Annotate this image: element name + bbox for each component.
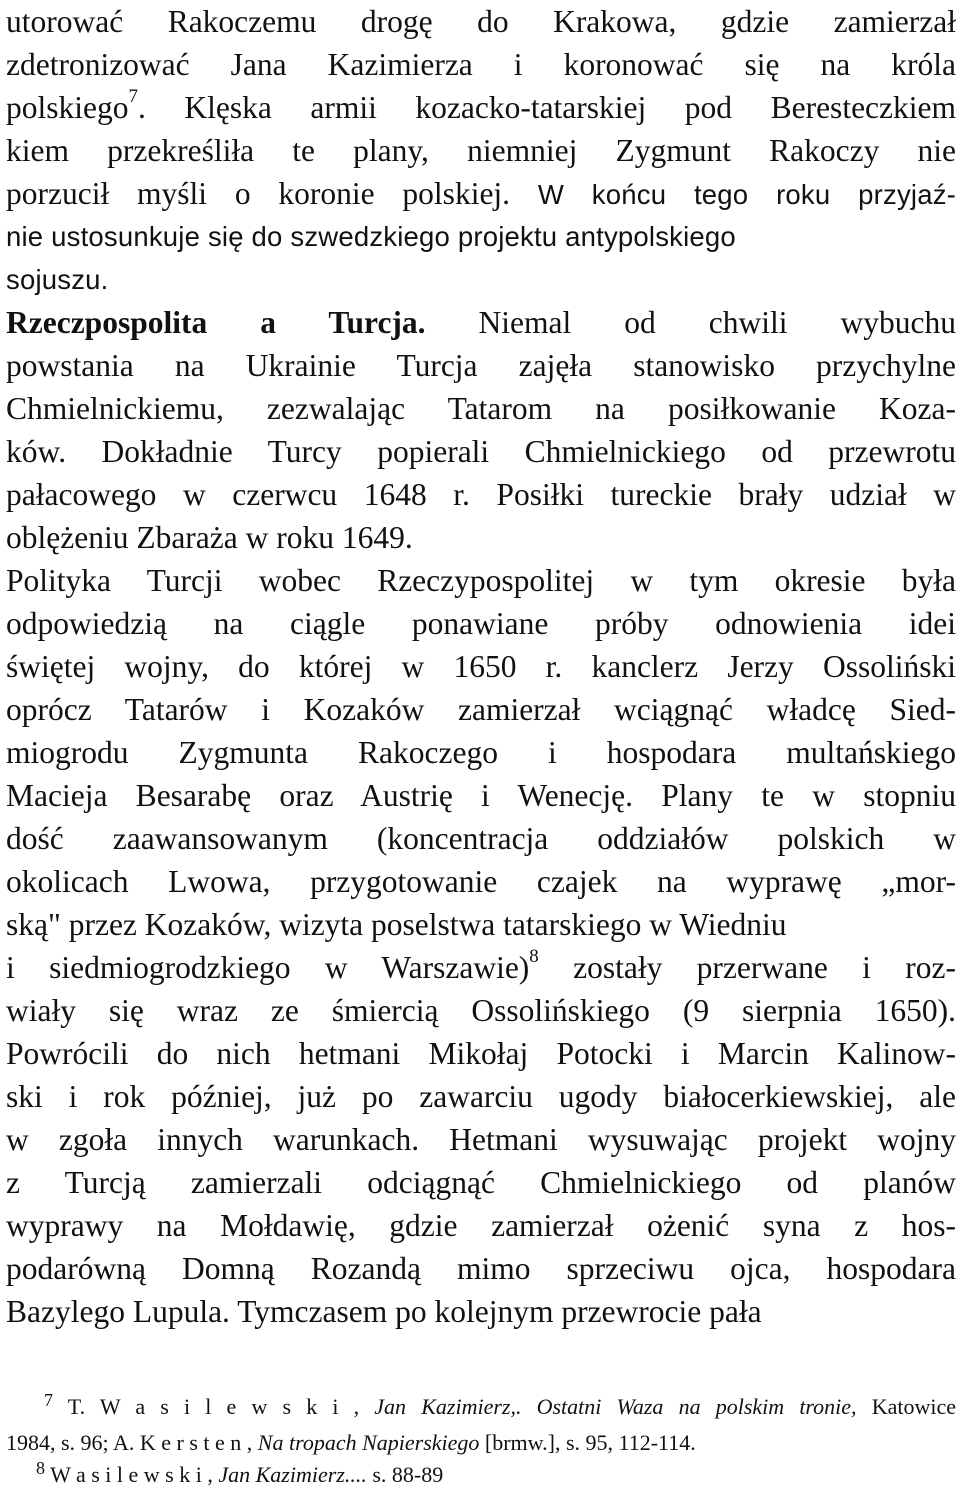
text-line: ską" przez Kozaków, wizyta poselstwa tatarskiego w Wiedniu	[6, 907, 787, 942]
footnote-author: T. W a s i l e w s k i ,	[67, 1394, 360, 1419]
text-line: Powrócili do nich hetmani Mikołaj Potocki i Marcin Kalinow-	[6, 1036, 956, 1071]
text-line: świętej wojny, do której w 1650 r. kanclerz Jerzy Ossoliński	[6, 649, 956, 684]
text-fragment: zostały przerwane i roz-	[538, 950, 956, 985]
footnote-8	[6, 1458, 960, 1492]
text-line: w zgoła innych warunkach. Hetmani wysuwając projekt wojny	[6, 1122, 956, 1157]
text-fragment: i siedmiogrodzkiego w Warszawie)	[6, 950, 530, 985]
text-fragment: porzucił myśli o koronie polskiej.	[6, 176, 538, 211]
text-line: podarówną Domną Rozandą mimo sprzeciwu ojca, hospodara	[6, 1251, 956, 1286]
footnote-7	[6, 1390, 956, 1424]
text-fragment: polskiego	[6, 90, 129, 125]
footnote-number: 7	[44, 1389, 53, 1410]
section-heading: Rzeczpospolita a Turcja.	[6, 305, 426, 340]
text-line: Macieja Besarabę oraz Austrię i Wenecję. Plany te w stopniu	[6, 778, 956, 813]
footnote-title: Na tropach Napierskiego	[257, 1430, 480, 1455]
text-line: okolicach Lwowa, przygotowanie czajek na wyprawę „mor-	[6, 864, 956, 899]
footnote-ref-8: 8	[529, 945, 539, 967]
text-line: ków. Dokładnie Turcy popierali Chmielnickiego od przewrotu	[6, 434, 956, 469]
text-line	[6, 301, 956, 345]
text-line: wiały się wraz ze śmiercią Ossolińskiego (9 sierpnia 1650).	[6, 993, 956, 1028]
text-line	[6, 86, 956, 130]
text-line: zdetronizować Jana Kazimierza i koronować się na króla	[6, 47, 956, 82]
text-line: pałacowego w czerwcu 1648 r. Posiłki tureckie brały udział w	[6, 477, 956, 512]
text-line: Bazylego Lupula. Tymczasem po kolejnym przewrocie pała	[6, 1294, 762, 1329]
footnote-title: Jan Kazimierz,. Ostatni Waza na polskim tronie,	[374, 1394, 857, 1419]
text-line: ski i rok później, już po zawarciu ugody białocerkiewskiej, ale	[6, 1079, 956, 1114]
text-line: utorować Rakoczemu drogę do Krakowa, gdzie zamierzał	[6, 4, 956, 39]
text-fragment: . Klęska armii kozacko-tatarskiej pod Beresteczkiem	[137, 90, 956, 125]
text-fragment: Niemal od chwili wybuchu	[425, 305, 956, 340]
footnote-number: 8	[36, 1457, 45, 1478]
text-line: miogrodu Zygmunta Rakoczego i hospodara multańskiego	[6, 735, 956, 770]
footnote-title: Jan Kazimierz....	[218, 1462, 367, 1487]
text-line: nie ustosunkuje się do szwedzkiego projektu antypolskiego	[6, 221, 736, 252]
footnote-author: W a s i l e w s k i ,	[50, 1462, 213, 1487]
text-line	[6, 172, 956, 216]
text-line: Chmielnickiemu, zezwalając Tatarom na posiłkowanie Koza-	[6, 391, 956, 426]
text-line: odpowiedzią na ciągle ponawiane próby odnowienia idei	[6, 606, 956, 641]
footnote-ref-7: 7	[128, 85, 138, 107]
text-line: Polityka Turcji wobec Rzeczypospolitej w tym okresie była	[6, 563, 956, 598]
text-line: z Turcją zamierzali odciągnąć Chmielnickiego od planów	[6, 1165, 956, 1200]
text-line: oblężeniu Zbaraża w roku 1649.	[6, 520, 413, 555]
footnote-text: s. 88-89	[372, 1462, 444, 1487]
text-line	[6, 946, 956, 990]
text-line: kiem przekreśliła te plany, niemniej Zygmunt Rakoczy nie	[6, 133, 956, 168]
footnote-author: K e r s t e n ,	[139, 1430, 253, 1455]
footnote-7-cont	[6, 1426, 956, 1460]
text-line: oprócz Tatarów i Kozaków zamierzał wciągnąć władcę Sied-	[6, 692, 956, 727]
footnote-text: 1984, s. 96; A.	[6, 1430, 140, 1455]
text-fragment-sans: W końcu tego roku przyjaź-	[537, 179, 957, 210]
text-line: powstania na Ukrainie Turcja zajęła stanowisko przychylne	[6, 348, 956, 383]
footnote-text: [brmw.], s. 95, 112-114.	[484, 1430, 696, 1455]
text-line: dość zaawansowanym (koncentracja oddziałów polskich w	[6, 821, 956, 856]
text-line: sojuszu.	[6, 264, 109, 295]
text-line: wyprawy na Mołdawię, gdzie zamierzał ożenić syna z hos-	[6, 1208, 956, 1243]
footnote-place: Katowice	[871, 1394, 957, 1419]
